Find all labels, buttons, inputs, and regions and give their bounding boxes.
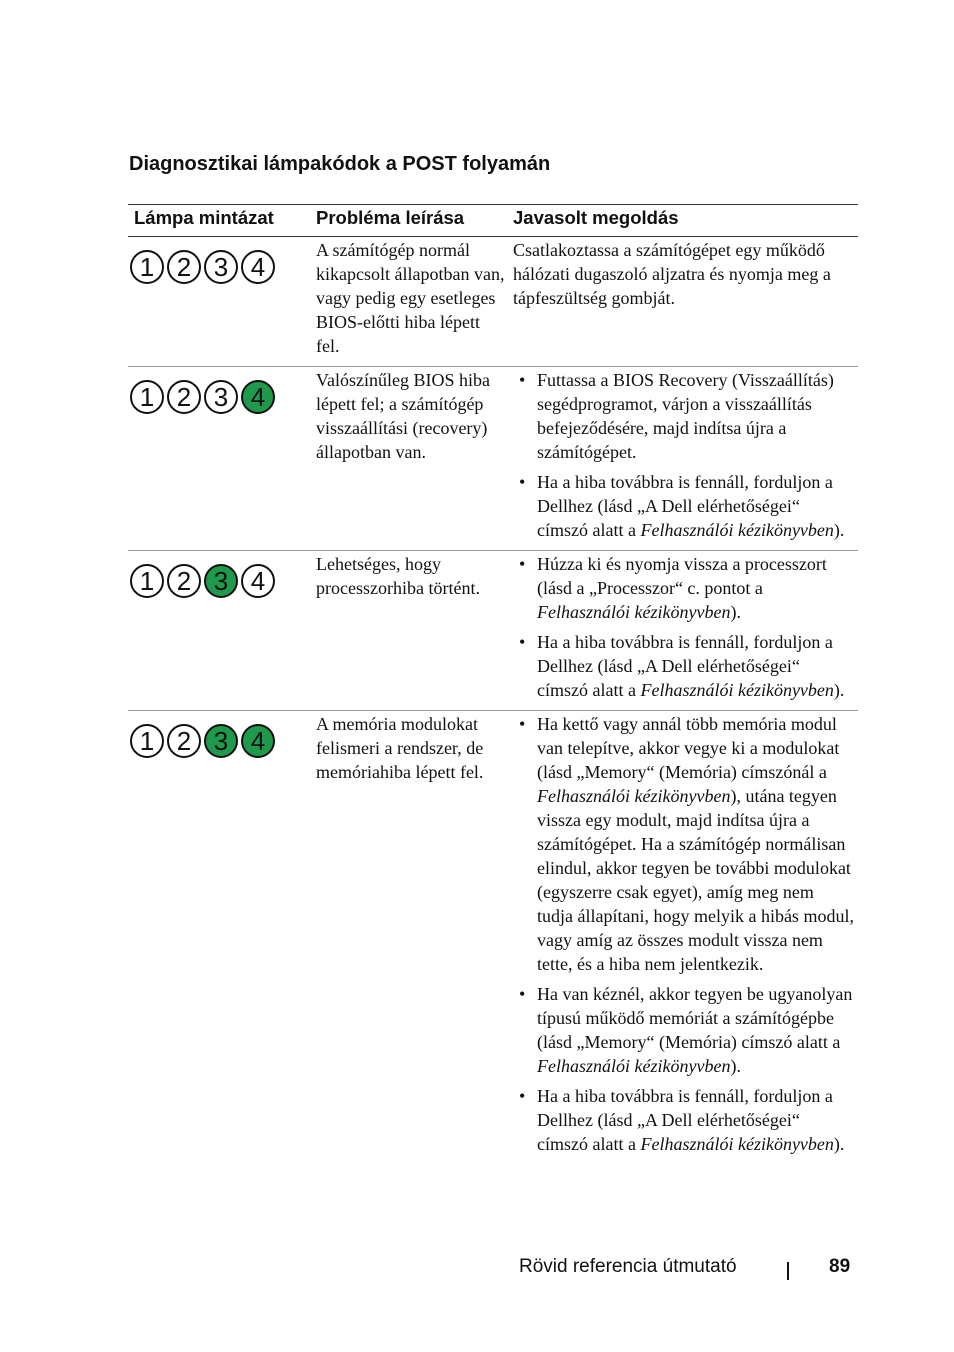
solution-text-end: ), utána tegyen vissza egy modult, majd indítsa újra a számítógépet. Ha a számítógép normálisan elindul, akkor tegyen be további modulokat (egyszerre csak egyet), amíg meg nem tudja állapítani, hogy melyik a hibás modul, vagy amíg az összes modult vissza nem tette, és a hiba nem jelentkezik. bbox=[537, 786, 854, 974]
solution-item bbox=[513, 712, 854, 976]
header-light-pattern: Lámpa mintázat bbox=[128, 205, 316, 237]
suggested-solution bbox=[513, 367, 858, 551]
table-row bbox=[128, 711, 858, 1165]
footer-title: Rövid referencia útmutató bbox=[519, 1256, 737, 1277]
solution-text-end: ). bbox=[730, 602, 741, 622]
diagnostic-light-2-off-icon: 2 bbox=[167, 380, 201, 414]
solution-item bbox=[513, 1084, 854, 1156]
solution-list bbox=[513, 552, 854, 702]
solution-item bbox=[513, 368, 854, 464]
diagnostic-light-2-off-icon: 2 bbox=[167, 564, 201, 598]
diagnostic-light-1-off-icon: 1 bbox=[130, 250, 164, 284]
header-solution: Javasolt megoldás bbox=[513, 205, 858, 237]
problem-description: A számítógép normál kikapcsolt állapotban van, vagy pedig egy esetleges BIOS-előtti hiba lépett fel. bbox=[316, 237, 513, 367]
solution-text: Ha kettő vagy annál több memória modul van telepítve, akkor vegye ki a modulokat (lásd „Memory“ (Memória) címszónál a bbox=[537, 714, 840, 782]
table-header-row bbox=[128, 205, 858, 237]
light-pattern-cell bbox=[128, 367, 316, 551]
page-number: 89 bbox=[829, 1256, 851, 1277]
manual-reference: Felhasználói kézikönyvben bbox=[640, 680, 834, 700]
solution-text: Ha van kéznél, akkor tegyen be ugyanolyan típusú működő memóriát a számítógépbe (lásd „Memory“ (Memória) címszó alatt a bbox=[537, 984, 853, 1052]
solution-text: Ha a hiba továbbra is fennáll, forduljon a Dellhez (lásd „A Dell elérhetőségei“ címszó alatt a bbox=[537, 472, 833, 540]
diagnostic-light-4-off-icon: 4 bbox=[241, 250, 275, 284]
diagnostic-lights-table bbox=[128, 204, 858, 1164]
problem-description: Valószínűleg BIOS hiba lépett fel; a számítógép visszaállítási (recovery) állapotban van. bbox=[316, 367, 513, 551]
solution-text-end: ). bbox=[833, 1134, 845, 1154]
solution-text-end: ). bbox=[730, 1056, 741, 1076]
diagnostic-light-3-on-icon: 3 bbox=[204, 724, 238, 758]
diagnostic-light-2-off-icon: 2 bbox=[167, 250, 201, 284]
light-pattern-cell bbox=[128, 711, 316, 1165]
solution-text: Futtassa a BIOS Recovery (Visszaállítás) segédprogramot, várjon a visszaállítás befejeződésére, majd indítsa újra a számítógépet. bbox=[537, 370, 834, 462]
diagnostic-light-4-off-icon: 4 bbox=[241, 564, 275, 598]
diagnostic-lights bbox=[130, 380, 316, 414]
diagnostic-light-1-off-icon: 1 bbox=[130, 380, 164, 414]
diagnostic-light-3-off-icon: 3 bbox=[204, 250, 238, 284]
light-pattern-cell bbox=[128, 551, 316, 711]
diagnostic-light-1-off-icon: 1 bbox=[130, 564, 164, 598]
diagnostic-light-1-off-icon: 1 bbox=[130, 724, 164, 758]
suggested-solution: Csatlakoztassa a számítógépet egy működő hálózati dugaszoló aljzatra és nyomja meg a tápfeszültség gombját. bbox=[513, 237, 858, 367]
solution-item bbox=[513, 552, 854, 624]
header-problem: Probléma leírása bbox=[316, 205, 513, 237]
suggested-solution bbox=[513, 711, 858, 1165]
solution-text-end: ). bbox=[833, 680, 845, 700]
diagnostic-lights bbox=[130, 564, 316, 598]
page-title: Diagnosztikai lámpakódok a POST folyamán bbox=[129, 153, 551, 175]
diagnostic-lights bbox=[130, 724, 316, 758]
solution-text: Ha a hiba továbbra is fennáll, forduljon a Dellhez (lásd „A Dell elérhetőségei“ címszó alatt a bbox=[537, 632, 833, 700]
problem-description: Lehetséges, hogy processzorhiba történt. bbox=[316, 551, 513, 711]
manual-reference: Felhasználói kézikönyvben bbox=[537, 602, 731, 622]
solution-item bbox=[513, 470, 854, 542]
manual-reference: Felhasználói kézikönyvben bbox=[640, 1134, 834, 1154]
solution-item bbox=[513, 982, 854, 1078]
diagnostic-light-4-on-icon: 4 bbox=[241, 380, 275, 414]
manual-reference: Felhasználói kézikönyvben bbox=[537, 786, 731, 806]
diagnostic-light-4-on-icon: 4 bbox=[241, 724, 275, 758]
manual-reference: Felhasználói kézikönyvben bbox=[537, 1056, 731, 1076]
table-row bbox=[128, 237, 858, 367]
light-pattern-cell bbox=[128, 237, 316, 367]
solution-list bbox=[513, 712, 854, 1156]
solution-text: Húzza ki és nyomja vissza a processzort (lásd a „Processzor“ c. pontot a bbox=[537, 554, 827, 598]
problem-description: A memória modulokat felismeri a rendszer, de memóriahiba lépett fel. bbox=[316, 714, 484, 782]
table-row bbox=[128, 367, 858, 551]
footer-divider bbox=[787, 1262, 789, 1280]
table-row bbox=[128, 551, 858, 711]
solution-text-end: ). bbox=[833, 520, 845, 540]
diagnostic-light-2-off-icon: 2 bbox=[167, 724, 201, 758]
solution-text: Ha a hiba továbbra is fennáll, forduljon a Dellhez (lásd „A Dell elérhetőségei“ címszó alatt a bbox=[537, 1086, 833, 1154]
diagnostic-light-3-off-icon: 3 bbox=[204, 380, 238, 414]
diagnostic-lights bbox=[130, 250, 316, 284]
solution-item bbox=[513, 630, 854, 702]
manual-reference: Felhasználói kézikönyvben bbox=[640, 520, 834, 540]
diagnostic-light-3-on-icon: 3 bbox=[204, 564, 238, 598]
solution-list bbox=[513, 368, 854, 542]
suggested-solution bbox=[513, 551, 858, 711]
